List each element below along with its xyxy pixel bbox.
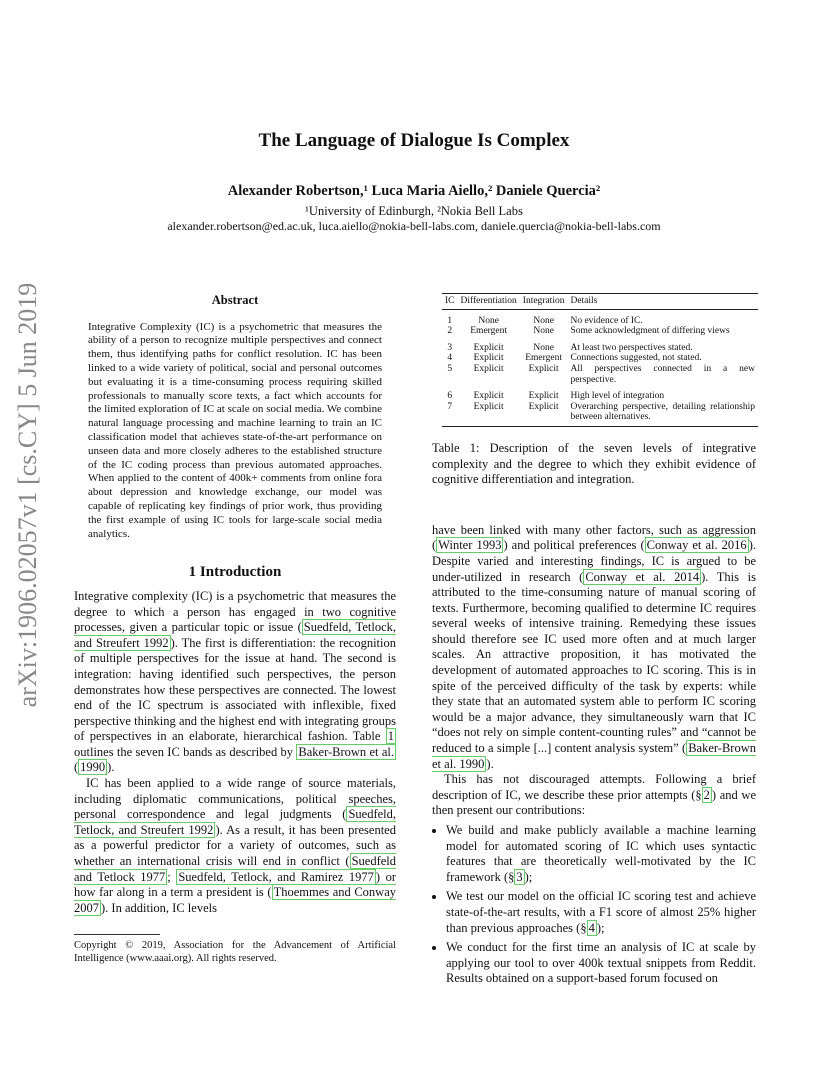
table-cell: Overarching perspective, detailing relationship between alternatives.	[567, 402, 758, 427]
table-cell: Connections suggested, not stated.	[570, 353, 702, 364]
citation-link[interactable]: Suedfeld, Tetlock, and Streufert 1992	[74, 807, 396, 837]
table-cell: 5	[447, 363, 453, 374]
table-row	[442, 385, 758, 402]
citation-link[interactable]: Suedfeld, Tetlock, and Ramirez 1977	[178, 869, 374, 884]
table-header: IC	[442, 294, 458, 310]
paper-emails: alexander.robertson@ed.ac.uk, luca.aiello@nokia-bell-labs.com, daniele.quercia@nokia-bell-labs.com	[167, 219, 661, 233]
body-paragraph-1	[432, 523, 756, 773]
text-run: );	[596, 920, 605, 935]
table-cell: 1	[447, 315, 453, 326]
table-cell: Explicit	[520, 402, 568, 427]
intro-paragraph-1	[74, 589, 396, 776]
table-cell: Explicit	[528, 391, 559, 402]
table-cell: At least two perspectives stated.	[570, 342, 693, 353]
body-paragraph-2	[432, 772, 756, 819]
right-column	[432, 293, 756, 991]
table-header-row	[442, 294, 758, 310]
table-cell: None	[533, 342, 554, 353]
table-row	[442, 309, 758, 326]
text-run: ). Despite varied and interesting findings, IC is argued to be under-utilized in research (	[432, 538, 756, 584]
copyright-footnote: Copyright © 2019, Association for the Advancement of Artificial Intelligence (www.aaai.org). All rights reserved.	[74, 940, 396, 965]
table-cell: 2	[447, 326, 453, 337]
text-run: ). In addition, IC levels	[101, 900, 217, 915]
text-run: This has not discouraged attempts. Following a brief description of IC, we describe these prior attempts (§	[432, 772, 756, 802]
text-run: ). As a result, it has been presented as a powerful predictor for a variety of outcomes, such as whether an international crisis will end in conflict (	[74, 822, 396, 869]
citation-link[interactable]: Conway et al. 2014	[585, 569, 700, 584]
table-cell: Explicit	[473, 363, 504, 374]
section-ref-link[interactable]: 3	[516, 869, 523, 884]
table-header: Differentiation	[458, 294, 520, 310]
table-row	[442, 326, 758, 337]
paper-authors: Alexander Robertson,¹ Luca Maria Aiello,² Daniele Quercia²	[227, 183, 601, 199]
table-cell: Explicit	[473, 342, 504, 353]
table-cell: Explicit	[473, 353, 504, 364]
section-ref-link[interactable]: 4	[588, 920, 595, 935]
table-cell: None	[533, 326, 554, 337]
text-run: ).	[486, 756, 494, 771]
table-cell: Explicit	[458, 402, 520, 427]
abstract-text: Integrative Complexity (IC) is a psychometric that measures the ability of a person to recognize multiple perspectives and connect them, thus identifying paths for conflict resolution. IC has been linked to a wide variety of political, social and personal outcomes but evaluating it is a time-consuming process requiring skilled professionals to manually score texts, a fact which accounts for the limited exploration of IC at scale on social media. We combine natural language processing and machine learning to train an IC classification model that achieves state-of-the-art performance on unseen data and more closely adheres to the established structure of the IC coding process than previous automated approaches. When applied to the content of 400k+ comments from online fora about depression and knowledge exchange, our model was capable of replicating key findings of prior work, thus providing the first example of using IC tools for large-scale social media analytics.	[88, 320, 382, 540]
list-item	[446, 889, 756, 936]
paper-affiliations: ¹University of Edinburgh, ²Nokia Bell Labs	[305, 204, 523, 218]
text-run: ). This is attributed to the time-consuming nature of manual scoring of texts. Furthermore, becoming qualified to determine IC requires several weeks of intensive training. Remedying these issues should therefore see IC used more often and at much larger scales. An attractive proposition, it has motivated the development of automated approaches to IC scoring. This is in spite of the perceived difficulty of the task by experts: while they state that an automated system able to perform IC scoring would be a major advance, they simultaneously warn that IC “does not rely on simple content-counting rules” and “cannot be reduced to a simple [...] content analysis system” (	[432, 569, 756, 756]
table-cell: 3	[447, 342, 453, 353]
citation-link[interactable]: Baker-Brown et al. 1990	[432, 741, 756, 771]
text-run: outlines the seven IC bands as described by	[74, 744, 297, 759]
table-cell: None	[533, 315, 554, 326]
intro-heading: 1 Introduction	[188, 564, 282, 581]
ic-levels-table	[442, 293, 758, 427]
table-cell: No evidence of IC.	[570, 315, 643, 326]
table-cell: Some acknowledgment of differing views	[570, 326, 730, 337]
table-header: Details	[567, 294, 758, 310]
table-header: Integration	[520, 294, 568, 310]
text-run: );	[524, 869, 533, 884]
table-cell: Emergent	[470, 326, 508, 337]
table-cell: None	[478, 315, 499, 326]
arxiv-id: arXiv:1906.02057v1 [cs.CY] 5 Jun 2019	[13, 282, 42, 708]
intro-paragraph-2	[74, 776, 396, 916]
table-row	[442, 402, 758, 427]
right-body	[432, 523, 756, 987]
table-cell: Explicit	[528, 363, 559, 374]
table-caption: Table 1: Description of the seven levels of integrative complexity and the degree to which they exhibit evidence of cognitive differentiation and integration.	[432, 440, 756, 487]
left-column	[74, 293, 396, 965]
citation-link[interactable]: Conway et al. 2016	[646, 538, 747, 553]
table-cell: Emergent	[525, 353, 562, 364]
table-cell: 6	[447, 391, 453, 402]
table-row	[442, 337, 758, 354]
text-run: IC has been applied to a wide range of source materials, including diplomatic communications, political speeches, personal correspondence and legal judgments (	[74, 776, 396, 822]
text-run: Integrative complexity (IC) is a psychometric that measures the degree to which a person has engaged in two cognitive processes, given a particular topic or issue (	[74, 588, 396, 635]
table-cell: 7	[442, 402, 458, 427]
list-item	[446, 940, 756, 987]
table-row	[442, 353, 758, 364]
citation-link[interactable]: 1990	[80, 760, 106, 775]
citation-link[interactable]: Baker-Brown et al.	[298, 744, 394, 759]
text-run: ;	[167, 869, 177, 884]
text-run: We build and make publicly available a machine learning model for automated scoring of IC which uses syntactic features that are theoretically well-motivated by the IC framework (§	[446, 823, 756, 884]
table-ref-link[interactable]: 1	[387, 729, 394, 744]
text-run: ).	[107, 760, 115, 775]
table-cell: All perspectives connected in a new perspective.	[570, 363, 755, 385]
table-row	[442, 364, 758, 385]
table-cell: High level of integration	[570, 391, 665, 402]
text-run: We conduct for the first time an analysis of IC at scale by applying our tool to over 400k textual snippets from Reddit. Results obtained on a support-based forum focused on	[446, 940, 756, 986]
list-item	[446, 823, 756, 885]
text-run: ) and political preferences (	[503, 538, 645, 553]
abstract-heading: Abstract	[211, 293, 259, 307]
text-run: ) or how far along in a term a president is (	[74, 869, 396, 900]
citation-link[interactable]: Suedfeld and Tetlock 1977	[74, 854, 396, 884]
text-run: ) and we then present our contributions:	[432, 787, 756, 818]
paper-title: The Language of Dialogue Is Complex	[258, 130, 570, 151]
arxiv-stamp	[4, 282, 52, 708]
table-cell: 4	[447, 353, 453, 364]
text-run: have been linked with many other factors, such as aggression (	[432, 522, 756, 553]
text-run: (	[74, 760, 79, 775]
table-cell: Explicit	[473, 391, 504, 402]
text-run: We test our model on the official IC scoring test and achieve state-of-the-art results, with a F1 score of almost 25% higher than previous approaches (§	[446, 889, 756, 935]
citation-link[interactable]: Thoemmes and Conway 2007	[74, 885, 396, 915]
contributions-list	[432, 823, 756, 987]
footnote-rule	[74, 934, 160, 935]
citation-link[interactable]: Winter 1993	[438, 538, 502, 553]
text-run: ). The first is differentiation: the recognition of multiple perspectives for the issue at hand. The second is integration: having identified such perspectives, the person demonstrates how these perspectives are connected. The lowest end of the IC spectrum is associated with inflexible, fixed perspective thinking and the highest end with integrating groups of perspectives in an elaborate, hierarchical fashion. Table	[74, 635, 396, 744]
section-ref-link[interactable]: 2	[703, 787, 710, 802]
citation-link[interactable]: Suedfeld, Tetlock, and Streufert 1992	[74, 620, 396, 650]
